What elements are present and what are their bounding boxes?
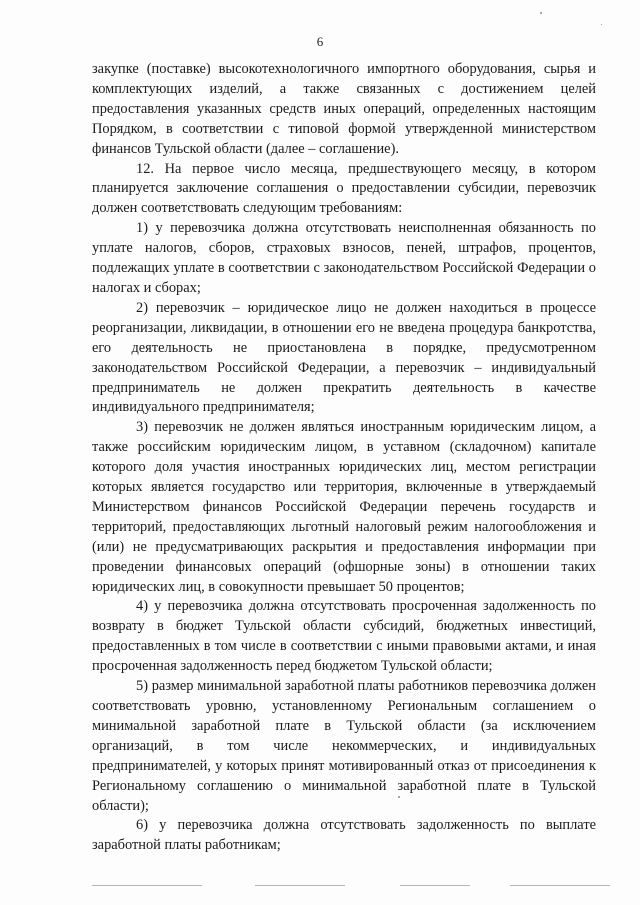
document-body: [92, 60, 596, 856]
paragraph-item-2: 2) перевозчик – юридическое лицо не должен находиться в процессе реорганизации, ликвидации, в отношении его не введена процедура банкротства, его деятельность не приостановлена в порядке, предусмотренном законодательством Российской Федерации, а перевозчик – индивидуальный предприниматель не должен прекратить деятельность в качестве индивидуального предпринимателя;: [92, 299, 596, 416]
paragraph-item-1: 1) у перевозчика должна отсутствовать неисполненная обязанность по уплате налогов, сборов, страховых взносов, пеней, штрафов, процентов, подлежащих уплате в соответствии с законодательством Российской Федерации о налогах и сборах;: [92, 220, 596, 296]
scan-edge-artifact: [400, 885, 470, 886]
page-number: 6: [316, 34, 324, 49]
scan-edge-artifact: [255, 885, 345, 886]
scan-speck: [540, 12, 542, 14]
scan-speck: [601, 24, 602, 25]
paragraph-item-5: 5) размер минимальной заработной платы работников перевозчика должен соответствовать уровню, установленному Региональным соглашением о минимальной заработной плате в Тульской области (за исключением организаций, в том числе некоммерческих, и индивидуальных предпринимателей, у которых принят мотивированный отказ от присоединения к Региональному соглашению о минимальной заработной плате в Тульской области);: [92, 678, 596, 814]
paragraph-item-6: 6) у перевозчика должна отсутствовать задолженность по выплате заработной платы работникам;: [92, 817, 596, 854]
paragraph-item-4: 4) у перевозчика должна отсутствовать просроченная задолженность по возврату в бюджет Тульской области субсидий, бюджетных инвестиций, предоставленных в том числе в соответствии с иными правовыми актами, и иная просроченная задолженность перед бюджетом Тульской области;: [92, 598, 596, 675]
scan-speck: [398, 796, 400, 798]
paragraph-clause-12: 12. На первое число месяца, предшествующего месяцу, в котором планируется заключение соглашения о предоставлении субсидии, перевозчик должен соответствовать следующим требованиям:: [92, 160, 596, 217]
paragraph-item-3: 3) перевозчик не должен являться иностранным юридическим лицом, а также российским юридическим лицом, в уставном (складочном) капитале которого доля участия иностранных юридических лиц, местом регистрации которых является государство или территория, включенные в утверждаемый Министерством финансов Российской Федерации перечень государств и территорий, предоставляющих льготный налоговый режим налогообложения и (или) не предусматривающих раскрытия и предоставления информации при проведении финансовых операций (офшорные зоны) в отношении таких юридических лиц, в совокупности превышает 50 процентов;: [92, 419, 596, 595]
scan-edge-artifact: [92, 885, 202, 886]
scan-edge-artifact: [510, 885, 610, 886]
paragraph-continuation: закупке (поставке) высокотехнологичного импортного оборудования, сырья и комплектующих изделий, а также связанных с достижением целей предоставления указанных средств иных операций, определенных настоящим Порядком, в соответствии с типовой формой утвержденной министерством финансов Тульской области (далее – соглашение).: [92, 61, 596, 157]
